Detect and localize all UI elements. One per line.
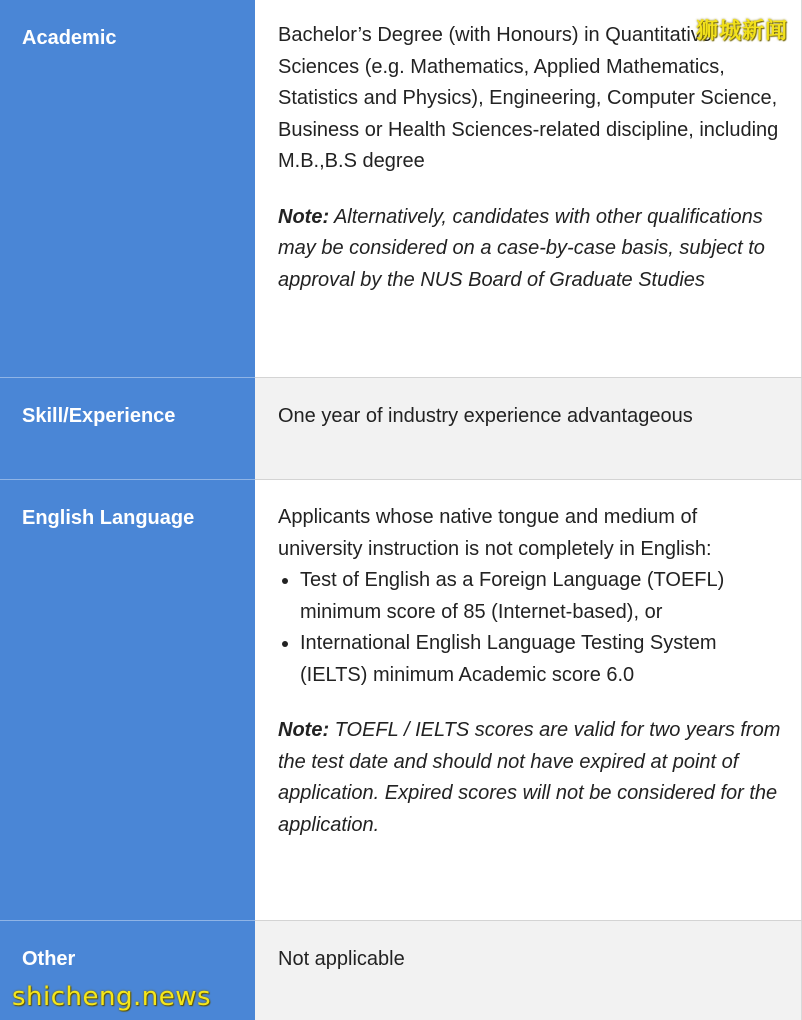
watermark-bottom-left: shicheng.news xyxy=(12,982,212,1012)
row-label-text: Other xyxy=(22,948,76,970)
row-label-english-language xyxy=(0,480,255,920)
english-test-list xyxy=(278,565,781,691)
row-content-english-language xyxy=(255,480,802,920)
skill-experience-text: One year of industry experience advantageous xyxy=(278,405,693,427)
english-note xyxy=(278,715,781,841)
table-row-skill-experience xyxy=(0,378,802,479)
row-content-other xyxy=(255,921,802,1020)
row-label-text: Academic xyxy=(22,27,117,49)
row-label-academic xyxy=(0,0,255,377)
row-content-academic xyxy=(255,0,802,377)
english-intro-text: Applicants whose native tongue and medium of university instruction is not completely in English: xyxy=(278,506,712,560)
row-label-text: Skill/Experience xyxy=(22,405,176,427)
note-label: Note: xyxy=(278,205,330,228)
list-item: • Test of English as a Foreign Language (TOEFL) minimum score of 85 (Internet-based), or xyxy=(300,565,781,628)
row-label-skill-experience xyxy=(0,378,255,479)
row-content-skill-experience xyxy=(255,378,802,479)
academic-requirement-text: Bachelor’s Degree (with Honours) in Quantitative Sciences (e.g. Mathematics, Applied Mathematics, Statistics and Physics), Engineering, Computer Science, Business or Health Sciences-related discipline, including M.B.,B.S degree xyxy=(278,24,779,172)
note-text: Alternatively, candidates with other qualifications may be considered on a case-by-case basis, subject to approval by the NUS Board of Graduate Studies xyxy=(278,205,765,291)
note-label: Note: xyxy=(278,719,330,741)
note-text: TOEFL / IELTS scores are valid for two years from the test date and should not have expired at point of application. Expired scores will not be considered for the application. xyxy=(278,719,781,836)
table-row-english-language xyxy=(0,480,802,920)
list-item: • International English Language Testing System (IELTS) minimum Academic score 6.0 xyxy=(300,628,781,691)
other-text: Not applicable xyxy=(278,948,405,970)
academic-note xyxy=(278,202,781,297)
watermark-top-right: 狮城新闻 xyxy=(695,19,788,44)
table-row-academic xyxy=(0,0,802,377)
row-label-text: English Language xyxy=(22,507,195,529)
